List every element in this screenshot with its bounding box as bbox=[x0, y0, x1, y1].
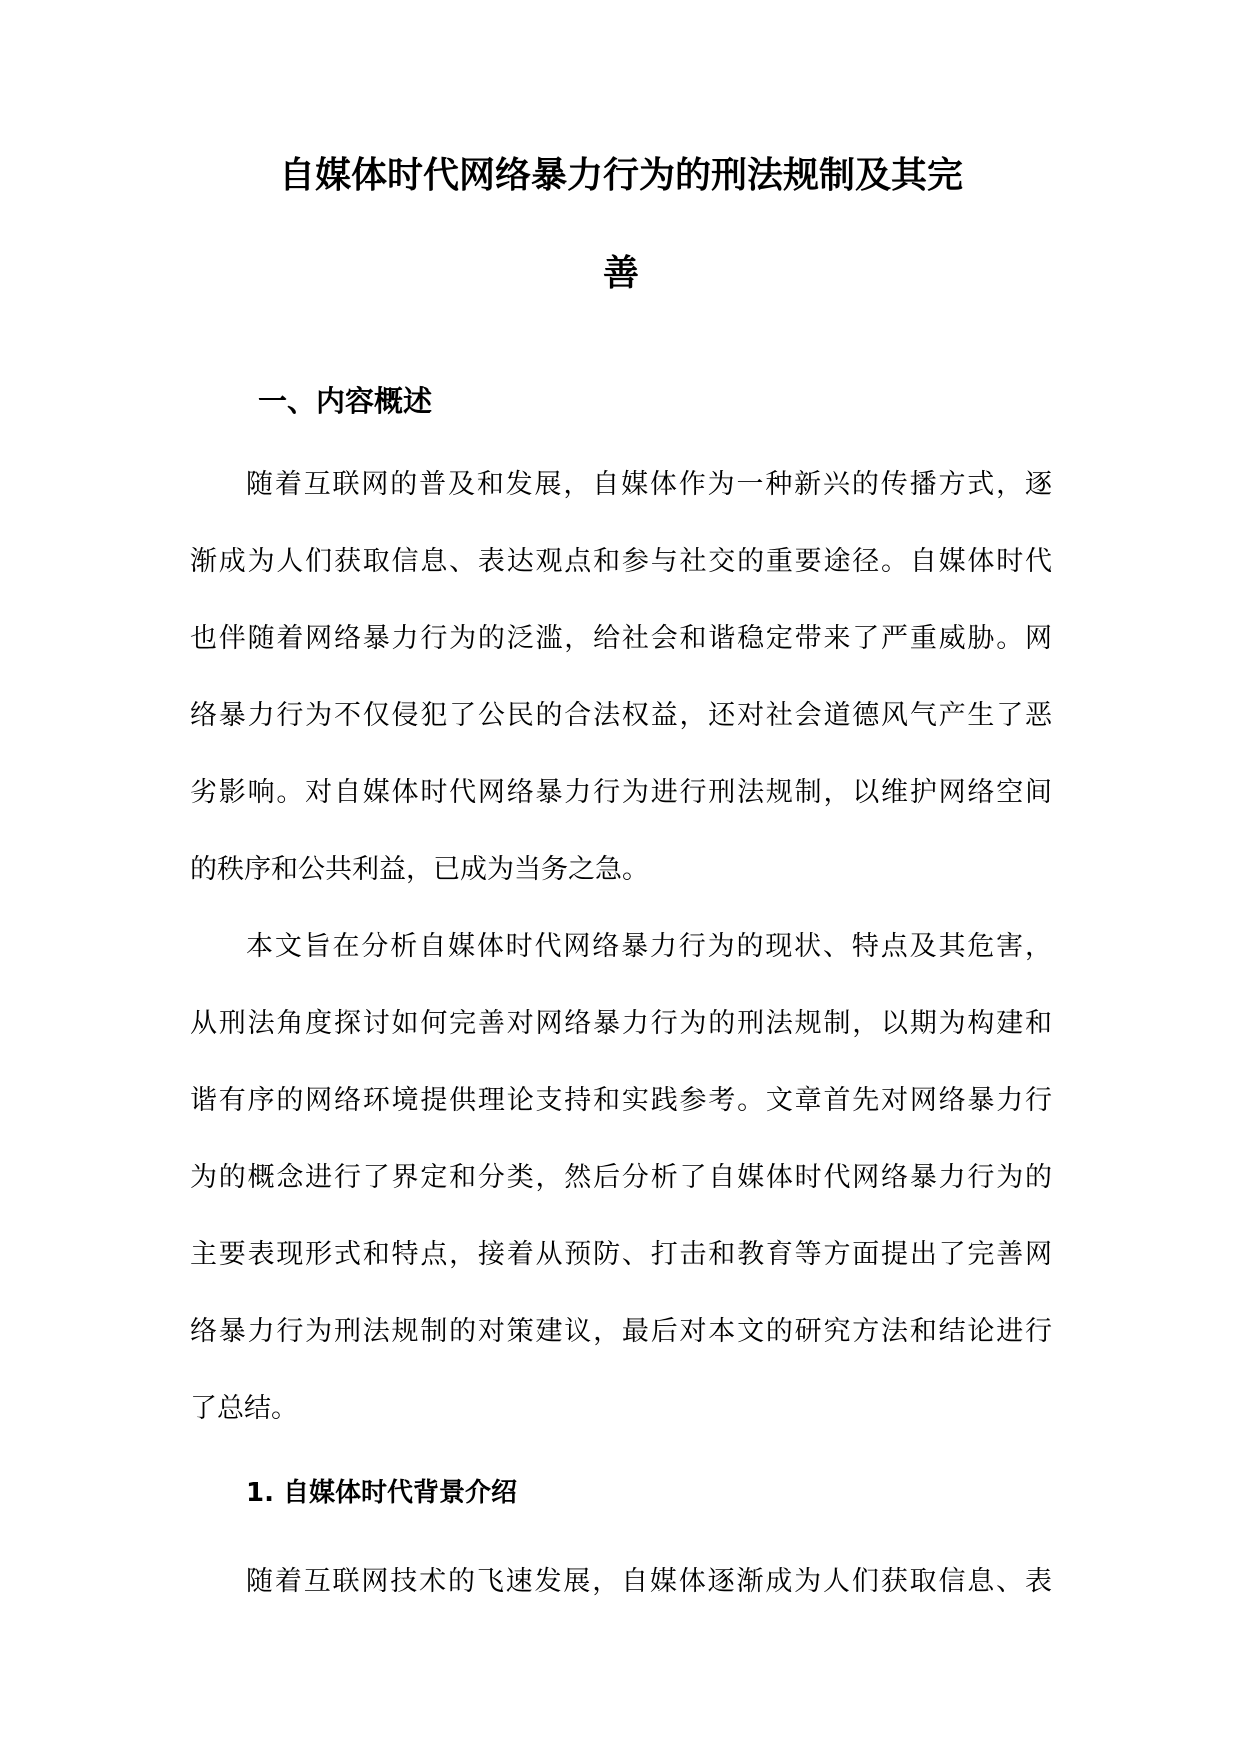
paragraph-line: 为的概念进行了界定和分类，然后分析了自媒体时代网络暴力行为的 bbox=[190, 1162, 1052, 1193]
paragraph-line: 也伴随着网络暴力行为的泛滥，给社会和谐稳定带来了严重威胁。网 bbox=[190, 623, 1052, 654]
paragraph-line: 了总结。 bbox=[190, 1393, 298, 1424]
subsection-heading-background: 1. 自媒体时代背景介绍 bbox=[246, 1478, 518, 1508]
paragraph-line: 从刑法角度探讨如何完善对网络暴力行为的刑法规制，以期为构建和 bbox=[190, 1008, 1052, 1039]
paragraph-line: 的秩序和公共利益，已成为当务之急。 bbox=[190, 854, 649, 885]
paragraph-line: 劣影响。对自媒体时代网络暴力行为进行刑法规制，以维护网络空间 bbox=[190, 777, 1052, 808]
paragraph-line: 络暴力行为刑法规制的对策建议，最后对本文的研究方法和结论进行 bbox=[190, 1316, 1052, 1347]
paragraph-line: 本文旨在分析自媒体时代网络暴力行为的现状、特点及其危害， bbox=[246, 931, 1052, 962]
section-heading-overview: 一、内容概述 bbox=[258, 384, 433, 418]
paragraph-line: 谐有序的网络环境提供理论支持和实践参考。文章首先对网络暴力行 bbox=[190, 1085, 1052, 1116]
paragraph-line: 主要表现形式和特点，接着从预防、打击和教育等方面提出了完善网 bbox=[190, 1239, 1052, 1270]
document-title-line-2: 善 bbox=[602, 253, 639, 294]
paragraph-line: 随着互联网的普及和发展，自媒体作为一种新兴的传播方式，逐 bbox=[246, 469, 1052, 500]
document-title-line-1: 自媒体时代网络暴力行为的刑法规制及其完 bbox=[278, 155, 963, 196]
paragraph-line: 络暴力行为不仅侵犯了公民的合法权益，还对社会道德风气产生了恶 bbox=[190, 700, 1052, 731]
paragraph-line: 随着互联网技术的飞速发展，自媒体逐渐成为人们获取信息、表 bbox=[246, 1566, 1052, 1597]
paragraph-line: 渐成为人们获取信息、表达观点和参与社交的重要途径。自媒体时代 bbox=[190, 546, 1052, 577]
